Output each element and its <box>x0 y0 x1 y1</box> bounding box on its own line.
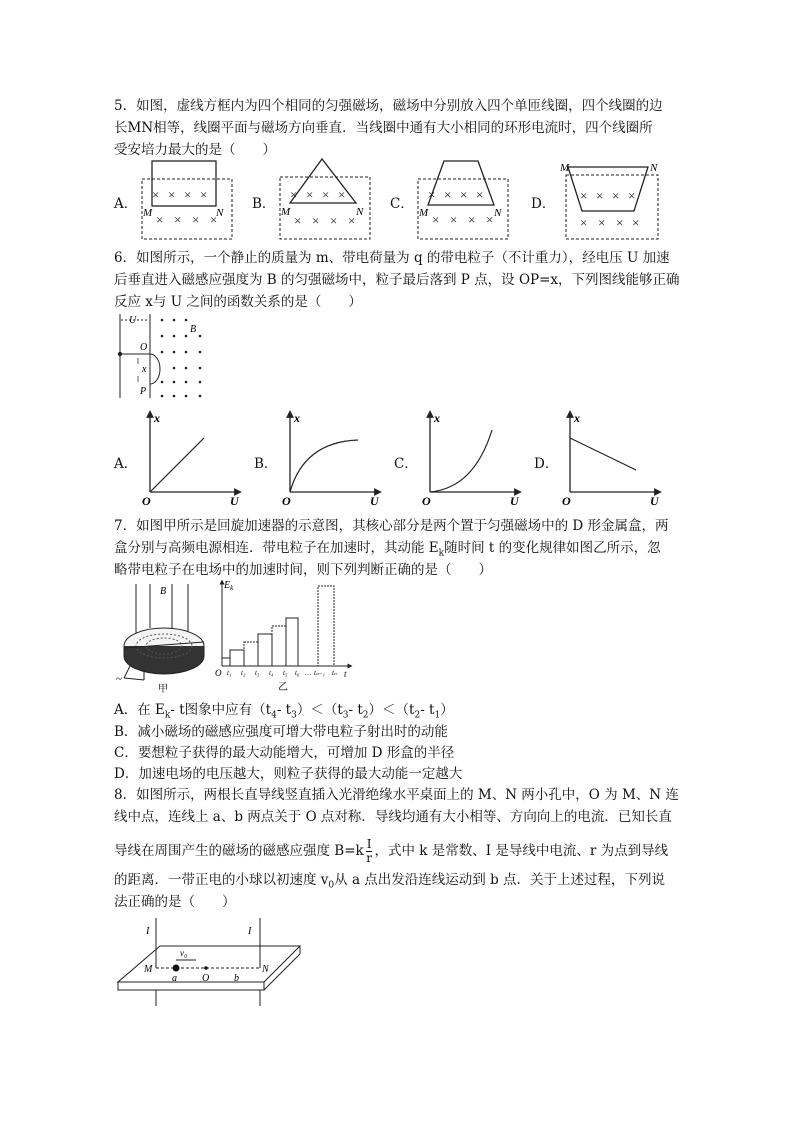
svg-text:O: O <box>422 494 431 506</box>
q7-line-2: 盒分别与高频电源相连．带电粒子在加速时，其动能 $E_k$随时间 t 的变化规律如图乙所示，忽 <box>114 540 661 559</box>
q5-line-1: 5．如图，虚线方框内为四个相同的匀强磁场，磁场中分别放入四个单匝线圈，四个线圈的边 <box>114 98 663 114</box>
svg-text:tₙ₋₁: tₙ₋₁ <box>314 669 325 677</box>
q7-option-d: D．加速电场的电压越大，则粒子获得的最大动能一定越大 <box>114 766 463 782</box>
label-m: M <box>144 964 153 975</box>
fraction-i-over-r: $\frac{I}{r}$ <box>366 837 372 865</box>
label-p: P <box>140 386 147 397</box>
svg-text:×: × <box>290 187 298 202</box>
svg-text:t₅: t₅ <box>283 669 288 677</box>
svg-text:U: U <box>510 494 519 506</box>
label-o: O <box>140 342 148 353</box>
svg-text:×: × <box>580 215 588 230</box>
svg-text:U: U <box>650 494 659 506</box>
svg-text:t₄: t₄ <box>269 669 274 677</box>
svg-text:×: × <box>338 187 346 202</box>
label-i-left: I <box>146 926 150 937</box>
axis-origin: O <box>142 494 151 506</box>
svg-text:×: × <box>330 213 338 228</box>
svg-text:t: t <box>344 669 347 679</box>
svg-text:×: × <box>598 215 606 230</box>
svg-text:…: … <box>305 669 312 677</box>
svg-text:U: U <box>370 494 379 506</box>
svg-text:t₂: t₂ <box>241 669 246 677</box>
svg-text:×: × <box>312 213 320 228</box>
svg-text:N: N <box>356 206 364 218</box>
svg-text:x: x <box>434 411 440 425</box>
q7-option-b: B．减小磁场的磁感应强度可增大带电粒子射出时的动能 <box>114 724 448 740</box>
q6-line-3: 反应 x与 U 之间的函数关系的是（ ） <box>114 294 362 310</box>
svg-text:t₁: t₁ <box>227 669 232 677</box>
svg-text:×: × <box>428 187 436 202</box>
q5-figure-c <box>414 157 512 243</box>
q6-option-c-label: C． <box>394 456 418 472</box>
q7-cyclotron-figure <box>114 580 214 696</box>
svg-text:O: O <box>282 494 291 506</box>
label-o: O <box>202 973 210 984</box>
svg-text:tₙ: tₙ <box>332 669 337 677</box>
svg-text:×: × <box>294 213 302 228</box>
q6-graph-d <box>554 408 666 506</box>
q6-setup-figure <box>112 310 212 402</box>
svg-text:t₃: t₃ <box>255 669 260 677</box>
svg-text:t₆: t₆ <box>295 669 300 677</box>
axis-label-x: x <box>154 411 160 425</box>
ac-source-symbol: ~ <box>116 673 122 685</box>
svg-text:M: M <box>281 206 291 218</box>
q7-option-a: A．在 $E_k-$ t图象中应有（$t_4-$ $t_3)<(t_3-$ $t_2)<(t_2-$ $t_1$） <box>114 702 454 721</box>
label-b: B <box>190 324 197 335</box>
svg-text:×: × <box>432 212 440 227</box>
q8-wires-figure <box>114 912 304 1012</box>
q6-option-a-label: A． <box>114 456 138 472</box>
svg-text:O: O <box>562 494 571 506</box>
q5-line-2: 长MN相等，线圈平面与磁场方向垂直．当线圈中通有大小相同的环形电流时，四个线圈所 <box>114 120 653 136</box>
q8-line-5: 法正确的是（ ） <box>114 894 236 910</box>
svg-text:×: × <box>444 187 452 202</box>
svg-text:×: × <box>450 212 458 227</box>
q6-graph-b <box>274 408 386 506</box>
axis-label-u: U <box>230 494 239 506</box>
q7-option-c: C．要想粒子获得的最大动能增大，可增加 D 形盒的半径 <box>114 745 455 761</box>
q6-line-2: 后垂直进入磁感应强度为 B 的匀强磁场中，粒子最后落到 P 点，设 OP=x，下列图线能够正确 <box>114 272 680 288</box>
q6-option-d-label: D． <box>534 456 559 472</box>
q7-line-1: 7．如图甲所示是回旋加速器的示意图，其核心部分是两个置于匀强磁场中的 D 形金属盒，两 <box>114 518 669 534</box>
q7-line-3: 略带电粒子在电场中的加速时间，则下列判断正确的是（ ） <box>114 562 492 578</box>
svg-text:N: N <box>650 162 658 174</box>
svg-text:×: × <box>200 187 208 202</box>
q8-line-2: 线中点，连线上 a、b 两点关于 O 点对称．导线均通有大小相等、方向向上的电流．已知长直 <box>114 809 672 825</box>
svg-text:×: × <box>616 215 624 230</box>
q5-option-a-label: A． <box>114 196 138 212</box>
svg-text:M: M <box>560 162 570 174</box>
svg-text:×: × <box>174 212 182 227</box>
label-i-right: I <box>248 926 252 937</box>
svg-text:×: × <box>596 188 604 203</box>
svg-text:×: × <box>322 187 330 202</box>
svg-text:×: × <box>486 212 494 227</box>
q5-figure-b <box>276 155 374 243</box>
q8-line-3: 导线在周围产生的磁场的磁感应强度 B=k $\frac{I}{r}$ ，式中 k 是常数、I 是导线中电流、r 为点到导线 <box>114 837 669 865</box>
label-n: N <box>216 207 224 219</box>
q5-option-c-label: C． <box>390 196 414 212</box>
svg-text:×: × <box>156 212 164 227</box>
axis-label-ek: $E_k$ <box>224 580 234 592</box>
svg-text:×: × <box>192 212 200 227</box>
q6-graph-a <box>134 408 246 506</box>
q5-option-b-label: B． <box>252 196 276 212</box>
q6-option-b-label: B． <box>254 456 278 472</box>
q6-line-1: 6．如图所示，一个静止的质量为 m、带电荷量为 q 的带电粒子（不计重力），经电压 U 加速 <box>114 250 670 266</box>
q7-ek-t-graph <box>214 578 354 696</box>
q5-option-d-label: D． <box>531 196 556 212</box>
svg-text:x: x <box>574 411 580 425</box>
q8-line-4: 的距离．一带正电的小球以初速度 $v_0$从 a 点出发沿连线运动到 b 点．关于上述过程，下列说 <box>114 872 666 891</box>
svg-text:×: × <box>306 187 314 202</box>
svg-text:×: × <box>580 188 588 203</box>
svg-text:×: × <box>168 187 176 202</box>
svg-text:×: × <box>476 187 484 202</box>
q5-figure-a <box>138 157 236 243</box>
label-a: a <box>172 973 177 984</box>
q5-line-3: 受安培力最大的是（ ） <box>114 142 276 158</box>
svg-text:M: M <box>419 207 429 219</box>
svg-text:x: x <box>294 411 300 425</box>
svg-text:×: × <box>460 187 468 202</box>
caption-jia: 甲 <box>158 684 168 695</box>
cross-mark: × <box>152 187 160 202</box>
label-x: x <box>142 364 147 375</box>
svg-text:×: × <box>348 213 356 228</box>
svg-text:×: × <box>628 188 636 203</box>
svg-text:×: × <box>184 187 192 202</box>
svg-text:N: N <box>494 207 502 219</box>
svg-text:×: × <box>632 215 640 230</box>
label-u: U <box>129 315 137 326</box>
q5-figure-d <box>556 157 666 243</box>
q6-graph-c <box>414 408 526 506</box>
label-b: B <box>160 586 167 597</box>
svg-text:×: × <box>468 212 476 227</box>
label-v0: v₀ <box>180 948 188 958</box>
svg-text:×: × <box>612 188 620 203</box>
svg-text:×: × <box>210 212 218 227</box>
q8-line-1: 8．如图所示，两根长直导线竖直插入光滑绝缘水平桌面上的 M、N 两小孔中，O 为 M、N 连 <box>114 787 679 803</box>
label-b: b <box>234 973 239 984</box>
label-m: M <box>143 207 153 219</box>
caption-yi: 乙 <box>278 682 288 693</box>
label-n: N <box>262 964 269 975</box>
svg-text:O: O <box>215 668 222 678</box>
